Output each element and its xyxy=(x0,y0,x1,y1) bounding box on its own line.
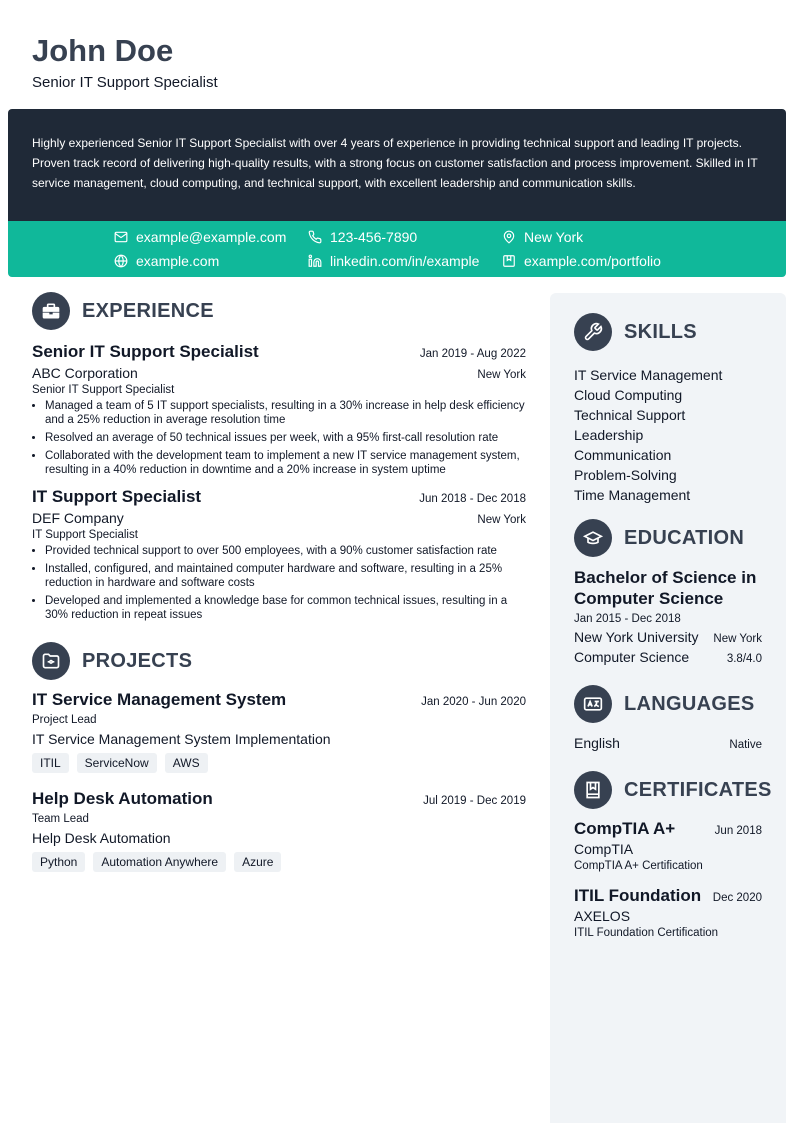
certificate-issuer: AXELOS xyxy=(574,908,631,924)
summary-text: Highly experienced Senior IT Support Specialist with over 4 years of experience in providing technical support and leading IT projects. Proven track record of delivering high-quality results, with a strong focus on customer satisfaction and process improvement. Skilled in IT service management, cloud computing, and technical support, with excellent leadership and communication skills. xyxy=(32,136,758,190)
job-bullet: • Developed and implemented a knowledge base for common technical issues, resulting in a 30% reduction in repeat issues xyxy=(45,594,526,622)
job-title: Senior IT Support Specialist xyxy=(32,342,259,361)
experience-header xyxy=(32,292,526,330)
certificate-description: CompTIA A+ Certification xyxy=(574,860,703,872)
resume-header xyxy=(32,32,218,91)
contact-location-text: New York xyxy=(524,229,584,245)
languages-header xyxy=(574,685,762,723)
book-bookmark-icon xyxy=(583,780,603,800)
certificate-date: Jun 2018 xyxy=(714,825,762,837)
education-icon-circle xyxy=(574,519,612,557)
briefcase-icon xyxy=(41,301,61,321)
contact-bar xyxy=(8,221,786,277)
education-degree: Bachelor of Science in Computer Science xyxy=(574,568,757,608)
certificate-issuer: CompTIA xyxy=(574,841,634,857)
job-bullets xyxy=(32,544,526,622)
education-school: New York University xyxy=(574,629,699,645)
phone-icon xyxy=(308,230,322,244)
language-item xyxy=(574,735,762,751)
education-dates: Jan 2015 - Dec 2018 xyxy=(574,613,681,625)
education-gpa: 3.8/4.0 xyxy=(726,653,762,665)
sidebar xyxy=(550,293,786,1123)
certificate-date: Dec 2020 xyxy=(712,892,762,904)
language-name: English xyxy=(574,735,620,751)
project-tags xyxy=(32,753,526,773)
candidate-name: John Doe xyxy=(32,33,174,68)
skills-icon-circle xyxy=(574,313,612,351)
skill-item: Technical Support xyxy=(574,407,686,423)
skill-item: Cloud Computing xyxy=(574,387,683,403)
skill-item: Time Management xyxy=(574,487,691,503)
project-description: IT Service Management System Implementation xyxy=(32,731,331,747)
portfolio-icon xyxy=(502,254,516,268)
job-bullets xyxy=(32,399,526,477)
job-title: IT Support Specialist xyxy=(32,487,202,506)
contact-website[interactable] xyxy=(114,251,219,271)
project-tag: Python xyxy=(32,852,85,872)
certificate-name: CompTIA A+ xyxy=(574,819,676,838)
job-company: DEF Company xyxy=(32,510,124,526)
contact-portfolio[interactable] xyxy=(502,251,661,271)
job-bullet: • Collaborated with the development team to implement a new IT service management system, resulting in a 40% reduction in downtime and a 20% increase in system uptime xyxy=(45,449,526,477)
skills-title: SKILLS xyxy=(624,320,697,343)
education-field: Computer Science xyxy=(574,649,690,665)
contact-linkedin[interactable] xyxy=(308,251,479,271)
contact-website-text: example.com xyxy=(136,253,220,269)
languages-icon-circle xyxy=(574,685,612,723)
projects-header xyxy=(32,642,526,680)
project-dates: Jul 2019 - Dec 2019 xyxy=(423,795,526,807)
certificate-name: ITIL Foundation xyxy=(574,886,702,905)
certificate-description: ITIL Foundation Certification xyxy=(574,927,719,939)
project-dates: Jan 2020 - Jun 2020 xyxy=(421,696,526,708)
job-company: ABC Corporation xyxy=(32,365,138,381)
project-role: Team Lead xyxy=(32,813,89,825)
mail-icon xyxy=(114,230,128,244)
certificate-entry xyxy=(574,886,762,939)
contact-email[interactable] xyxy=(114,227,286,247)
experience-icon-circle xyxy=(32,292,70,330)
certificates-icon-circle xyxy=(574,771,612,809)
project-tag: Automation Anywhere xyxy=(93,852,226,872)
project-entry xyxy=(32,789,526,872)
job-role: Senior IT Support Specialist xyxy=(32,384,175,396)
education-title: EDUCATION xyxy=(624,526,745,549)
job-role: IT Support Specialist xyxy=(32,529,138,541)
candidate-title: Senior IT Support Specialist xyxy=(32,74,218,91)
projects-icon-circle xyxy=(32,642,70,680)
skill-item: Leadership xyxy=(574,427,644,443)
education-location: New York xyxy=(713,633,762,645)
project-description: Help Desk Automation xyxy=(32,830,171,846)
language-icon xyxy=(583,694,603,714)
contact-phone-text: 123-456-7890 xyxy=(330,229,418,245)
experience-entry xyxy=(32,342,526,477)
contact-phone[interactable] xyxy=(308,227,417,247)
job-bullet: • Resolved an average of 50 technical issues per week, with a 95% first-call resolution rate xyxy=(45,431,526,445)
map-pin-icon xyxy=(502,230,516,244)
project-title: IT Service Management System xyxy=(32,690,287,709)
education-header xyxy=(574,519,762,557)
main-column xyxy=(32,292,526,872)
linkedin-icon xyxy=(308,254,322,268)
contact-email-text: example@example.com xyxy=(136,229,287,245)
globe-icon xyxy=(114,254,128,268)
projects-title: PROJECTS xyxy=(82,649,193,672)
project-title: Help Desk Automation xyxy=(32,789,213,808)
experience-title: EXPERIENCE xyxy=(82,299,214,322)
job-bullet: • Managed a team of 5 IT support specialists, resulting in a 30% increase in help desk efficiency and a 25% reduction in average resolution time xyxy=(45,399,526,427)
job-location: New York xyxy=(477,369,526,381)
project-tag: Azure xyxy=(234,852,281,872)
folder-icon xyxy=(41,651,61,671)
skill-item: Problem-Solving xyxy=(574,467,677,483)
contact-portfolio-text: example.com/portfolio xyxy=(524,253,661,269)
skill-item: IT Service Management xyxy=(574,367,723,383)
job-dates: Jan 2019 - Aug 2022 xyxy=(419,348,526,360)
languages-title: LANGUAGES xyxy=(624,692,755,715)
experience-entry xyxy=(32,487,526,622)
language-level: Native xyxy=(729,739,762,751)
project-tag: ServiceNow xyxy=(77,753,157,773)
contact-linkedin-text: linkedin.com/in/example xyxy=(330,253,480,269)
job-bullet: • Provided technical support to over 500 employees, with a 90% customer satisfaction rate xyxy=(45,544,526,558)
certificates-title: CERTIFICATES xyxy=(624,778,772,801)
project-entry xyxy=(32,690,526,773)
skills-list xyxy=(574,365,762,505)
project-tag: ITIL xyxy=(32,753,69,773)
project-tag: AWS xyxy=(165,753,208,773)
skills-header xyxy=(574,313,762,351)
summary-section xyxy=(8,109,786,221)
skill-item: Communication xyxy=(574,447,672,463)
job-bullet: • Installed, configured, and maintained computer hardware and software, resulting in a 25% reduction in hardware and software costs xyxy=(45,562,526,590)
project-tags xyxy=(32,852,526,872)
project-role: Project Lead xyxy=(32,714,97,726)
job-location: New York xyxy=(477,514,526,526)
wrench-icon xyxy=(583,322,603,342)
certificate-entry xyxy=(574,819,762,872)
contact-location xyxy=(502,227,583,247)
graduation-cap-icon xyxy=(583,528,603,548)
job-dates: Jun 2018 - Dec 2018 xyxy=(419,493,526,505)
certificates-header xyxy=(574,771,772,809)
